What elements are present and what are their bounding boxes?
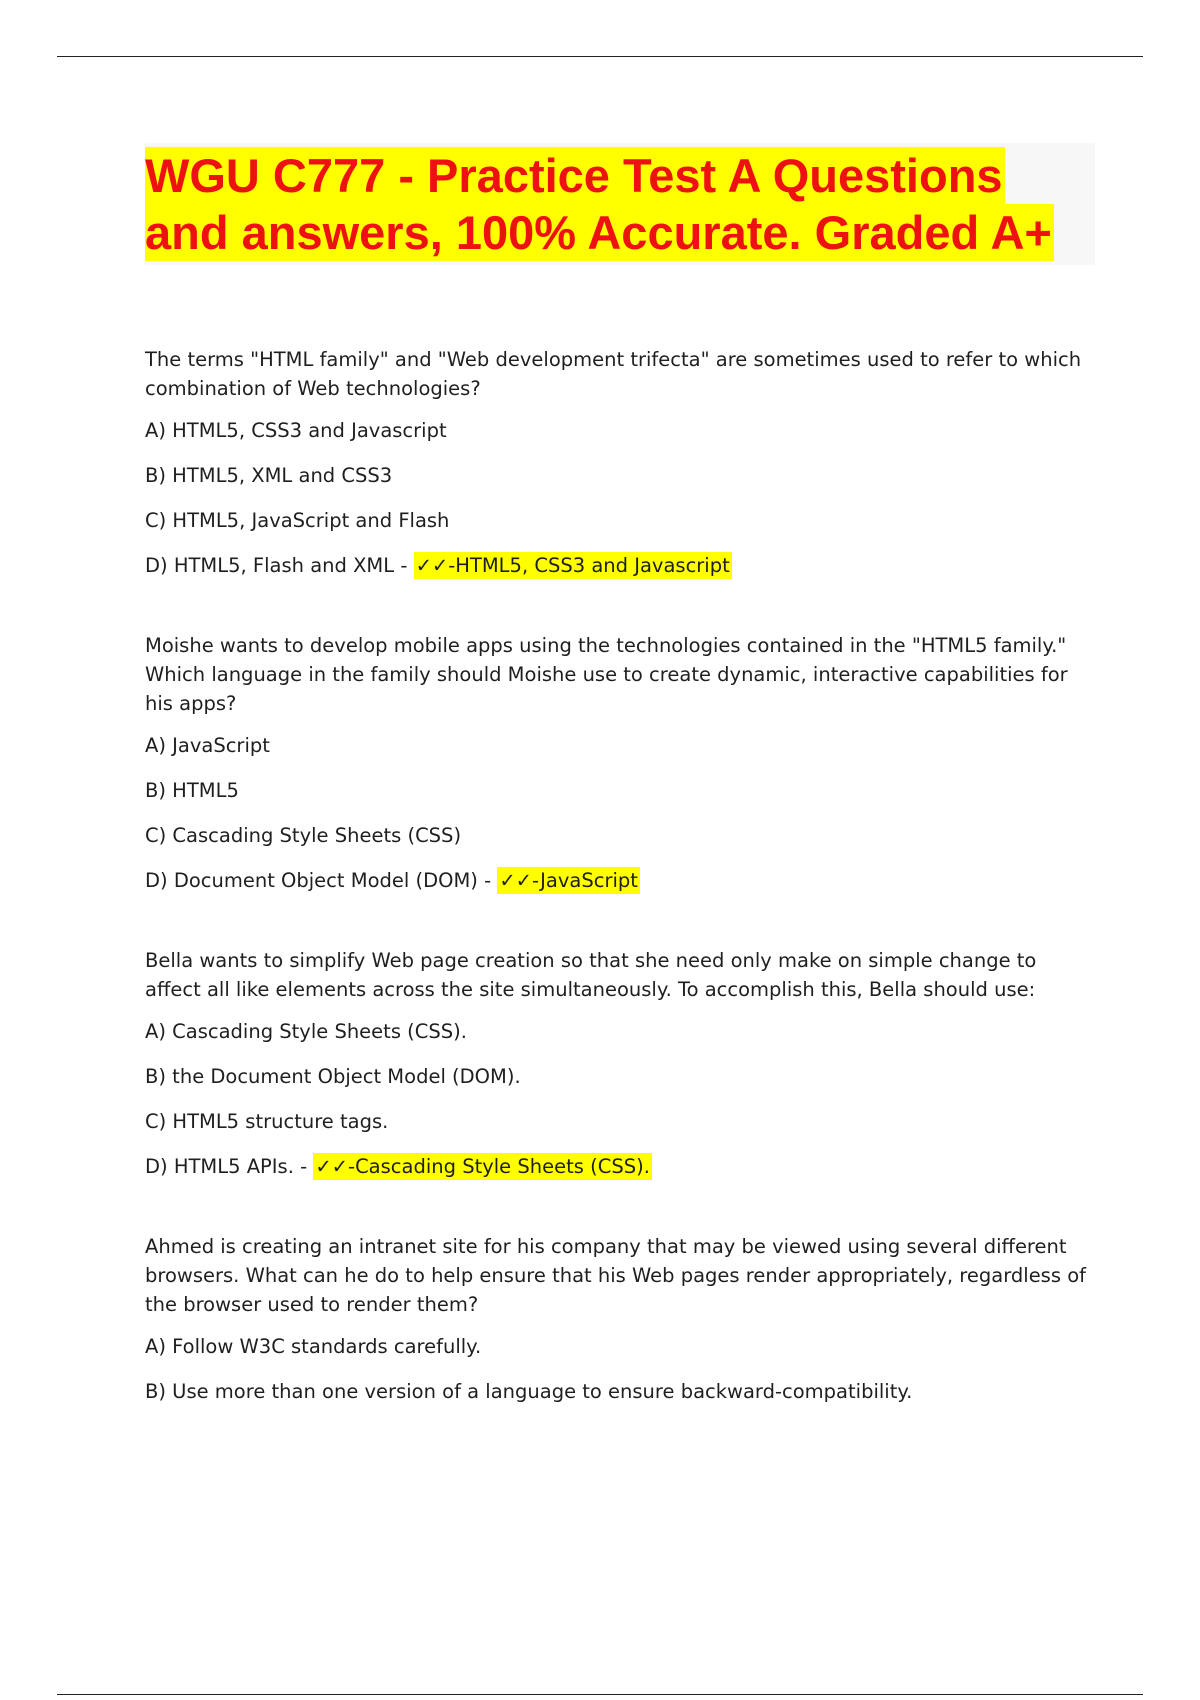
answer-text: -JavaScript — [532, 869, 638, 892]
option-d — [145, 1152, 1090, 1181]
option-b: B) the Document Object Model (DOM). — [145, 1065, 521, 1088]
question-text: Bella wants to simplify Web page creation so that she need only make on simple change to affect all like elements across the site simultaneously. To accomplish this, Bella should use: — [145, 949, 1037, 1001]
title-block — [145, 143, 1095, 265]
question-3 — [145, 946, 1090, 1181]
title-line-1: WGU C777 - Practice Test A Questions — [145, 149, 1003, 202]
check-icon: ✓✓ — [315, 1155, 349, 1178]
option-d-text: D) HTML5, Flash and XML - — [145, 554, 414, 577]
option-c: C) HTML5, JavaScript and Flash — [145, 509, 450, 532]
question-4 — [145, 1232, 1090, 1406]
answer-highlight — [497, 867, 640, 894]
option-d — [145, 551, 1090, 580]
option-a: A) HTML5, CSS3 and Javascript — [145, 419, 447, 442]
option-d-text: D) HTML5 APIs. - — [145, 1155, 314, 1178]
option-c: C) Cascading Style Sheets (CSS) — [145, 824, 462, 847]
option-a: A) JavaScript — [145, 734, 270, 757]
question-text: Ahmed is creating an intranet site for his company that may be viewed using several different browsers. What can he do to help ensure that his Web pages render appropriately, regardless of the browser used to render them? — [145, 1235, 1086, 1316]
question-text: The terms "HTML family" and "Web development trifecta" are sometimes used to refer to which combination of Web technologies? — [145, 348, 1082, 400]
option-b: B) HTML5 — [145, 779, 239, 802]
answer-highlight — [313, 1153, 652, 1180]
option-c: C) HTML5 structure tags. — [145, 1110, 389, 1133]
answer-text: -HTML5, CSS3 and Javascript — [448, 554, 730, 577]
option-d-text: D) Document Object Model (DOM) - — [145, 869, 498, 892]
questions-list — [145, 345, 1090, 1457]
question-2 — [145, 631, 1090, 895]
document-title — [145, 147, 1095, 261]
bottom-rule — [57, 1694, 1143, 1695]
answer-highlight — [414, 552, 732, 579]
top-rule — [57, 56, 1143, 57]
option-a: A) Cascading Style Sheets (CSS). — [145, 1020, 467, 1043]
question-text: Moishe wants to develop mobile apps using the technologies contained in the "HTML5 family." Which language in the family should Moishe use to create dynamic, interactive capabilities for his apps? — [145, 634, 1068, 715]
check-icon: ✓✓ — [499, 869, 533, 892]
option-a: A) Follow W3C standards carefully. — [145, 1335, 482, 1358]
answer-text: -Cascading Style Sheets (CSS). — [348, 1155, 650, 1178]
question-1 — [145, 345, 1090, 580]
check-icon: ✓✓ — [415, 554, 449, 577]
option-b: B) Use more than one version of a language to ensure backward-compatibility. — [145, 1380, 913, 1403]
option-b: B) HTML5, XML and CSS3 — [145, 464, 393, 487]
title-line-2: and answers, 100% Accurate. Graded A+ — [145, 206, 1052, 259]
option-d — [145, 866, 1090, 895]
